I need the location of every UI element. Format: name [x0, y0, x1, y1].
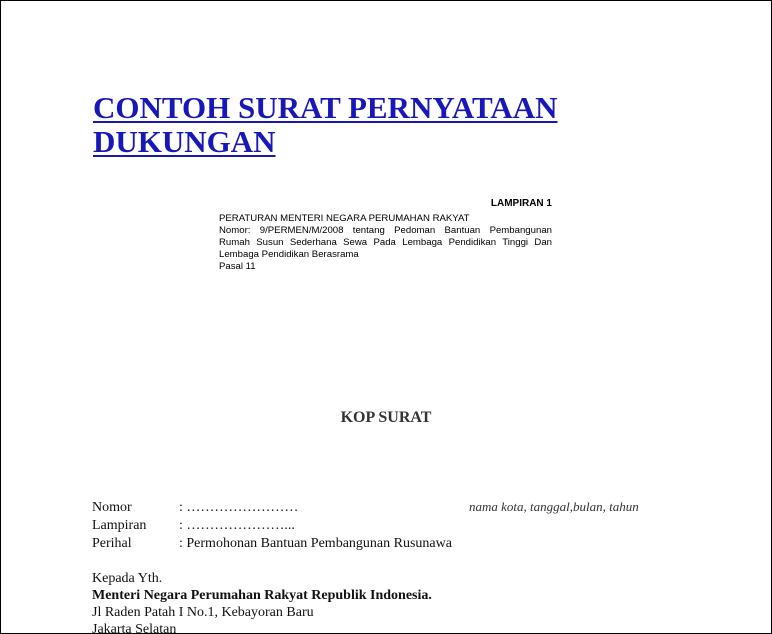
- lampiran-block: [219, 198, 552, 273]
- perihal-value: : Permohonan Bantuan Pembangunan Rusunawa: [179, 536, 452, 551]
- recipient-city: Jakarta Selatan: [92, 622, 177, 634]
- lampiran-heading: LAMPIRAN 1: [490, 198, 552, 209]
- title-line-1: CONTOH SURAT PERNYATAAN: [93, 90, 558, 125]
- letterhead-placeholder: KOP SURAT: [340, 409, 432, 426]
- perihal-row: [92, 535, 452, 552]
- lampiran-value: : …………………...: [179, 518, 295, 533]
- place-date: nama kota, tanggal,bulan, tahun: [469, 499, 639, 514]
- nomor-label: Nomor: [92, 500, 132, 515]
- title-line-2: DUKUNGAN: [93, 124, 276, 159]
- recipient-name: Menteri Negara Perumahan Rakyat Republik Indonesia.: [92, 588, 432, 603]
- recipient-street: Jl Raden Patah I No.1, Kebayoran Baru: [92, 605, 314, 620]
- nomor-row: [92, 499, 298, 516]
- lampiran-label: Lampiran: [92, 518, 147, 533]
- recipient-greeting: Kepada Yth.: [92, 571, 163, 586]
- regulation-title: PERATURAN MENTERI NEGARA PERUMAHAN RAKYAT: [219, 213, 470, 224]
- regulation-article: Pasal 11: [219, 261, 256, 272]
- perihal-label: Perihal: [92, 536, 132, 551]
- regulation-number: Nomor: 9/PERMEN/M/2008 tentang Pedoman Bantuan Pembangunan Rumah Susun Sederhana Sewa Pada Lembaga Pendidikan Tinggi Dan Lembaga Pendidikan Berasrama: [219, 225, 552, 260]
- document-title: [93, 91, 613, 159]
- nomor-value: : ……………………: [179, 500, 299, 515]
- lampiran-row: [92, 517, 295, 534]
